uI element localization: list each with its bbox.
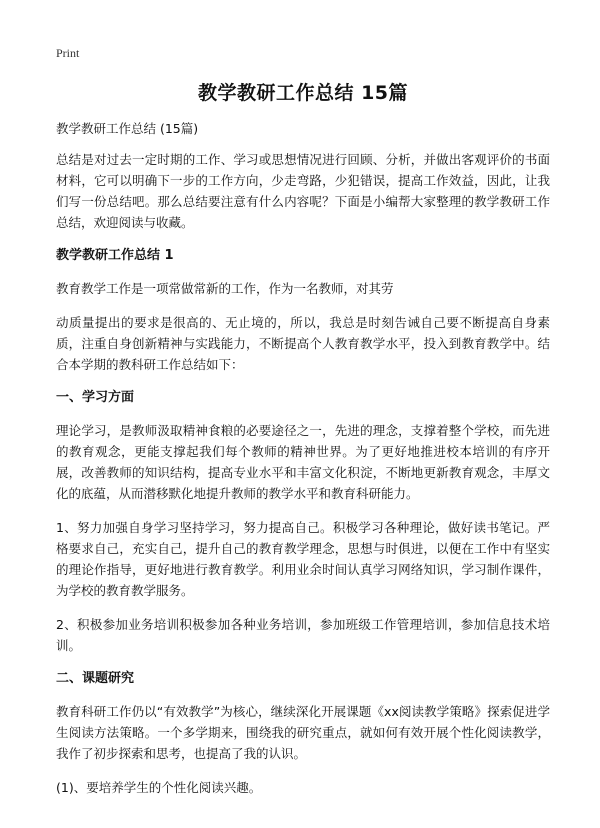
paragraph: 1、努力加强自身学习坚持学习，努力提高自己。积极学习各种理论，做好读书笔记。严格要求自己，充实自己，提升自己的教育教学理念，思想与时俱进，以便在工作中有坚实的理论作指导，更好地进行教育教学。利用业余时间认真学习网络知识，学习制作课件，为学校的教育教学服务。: [56, 520, 550, 598]
document-title: 教学教研工作总结 15篇: [197, 82, 409, 104]
paragraph: 教育教学工作是一项常做常新的工作，作为一名教师，对其劳: [56, 281, 394, 296]
section-heading-study: 一、学习方面: [56, 390, 135, 405]
paragraph: 教育科研工作仍以“有效教学”为核心，继续深化开展课题《xx阅读教学策略》探索促进学生阅读方法策略。一个多学期来，围绕我的研究重点，就如何有效开展个性化阅读教学，我作了初步探索和思考，也提高了我的认识。: [56, 704, 550, 761]
summary-heading: 教学教研工作总结 1: [56, 248, 174, 263]
paragraph: 理论学习，是教师汲取精神食粮的必要途径之一，先进的理念，支撑着整个学校，而先进的教育观念，更能支撑起我们每个教师的精神世界。为了更好地推进校本培训的有序开展，改善教师的知识结构，提高专业水平和丰富文化积淀，不断地更新教育观念，丰厚文化的底蕴，从而潜移默化地提升教师的教学水平和教育科研能力。: [56, 423, 550, 501]
document-subtitle: 教学教研工作总结 (15篇): [56, 121, 199, 136]
intro-paragraph: 总结是对过去一定时期的工作、学习或思想情况进行回顾、分析，并做出客观评价的书面材料，它可以明确下一步的工作方向，少走弯路，少犯错误，提高工作效益，因此，让我们写一份总结吧。那么总结要注意有什么内容呢？下面是小编帮大家整理的教学教研工作总结，欢迎阅读与收藏。: [56, 152, 550, 230]
paragraph: 动质量提出的要求是很高的、无止境的，所以，我总是时刻告诫自己要不断提高自身素质，注重自身创新精神与实践能力，不断提高个人教育教学水平，投入到教育教学中。结合本学期的教科研工作总结如下：: [56, 315, 550, 372]
paragraph: (1)、要培养学生的个性化阅读兴趣。: [56, 780, 262, 795]
document-body: [56, 80, 550, 807]
print-label[interactable]: Print: [56, 46, 80, 60]
paragraph: 2、积极参加业务培训积极参加各种业务培训，参加班级工作管理培训，参加信息技术培训。: [56, 617, 550, 653]
section-heading-research: 二、课题研究: [56, 671, 135, 686]
